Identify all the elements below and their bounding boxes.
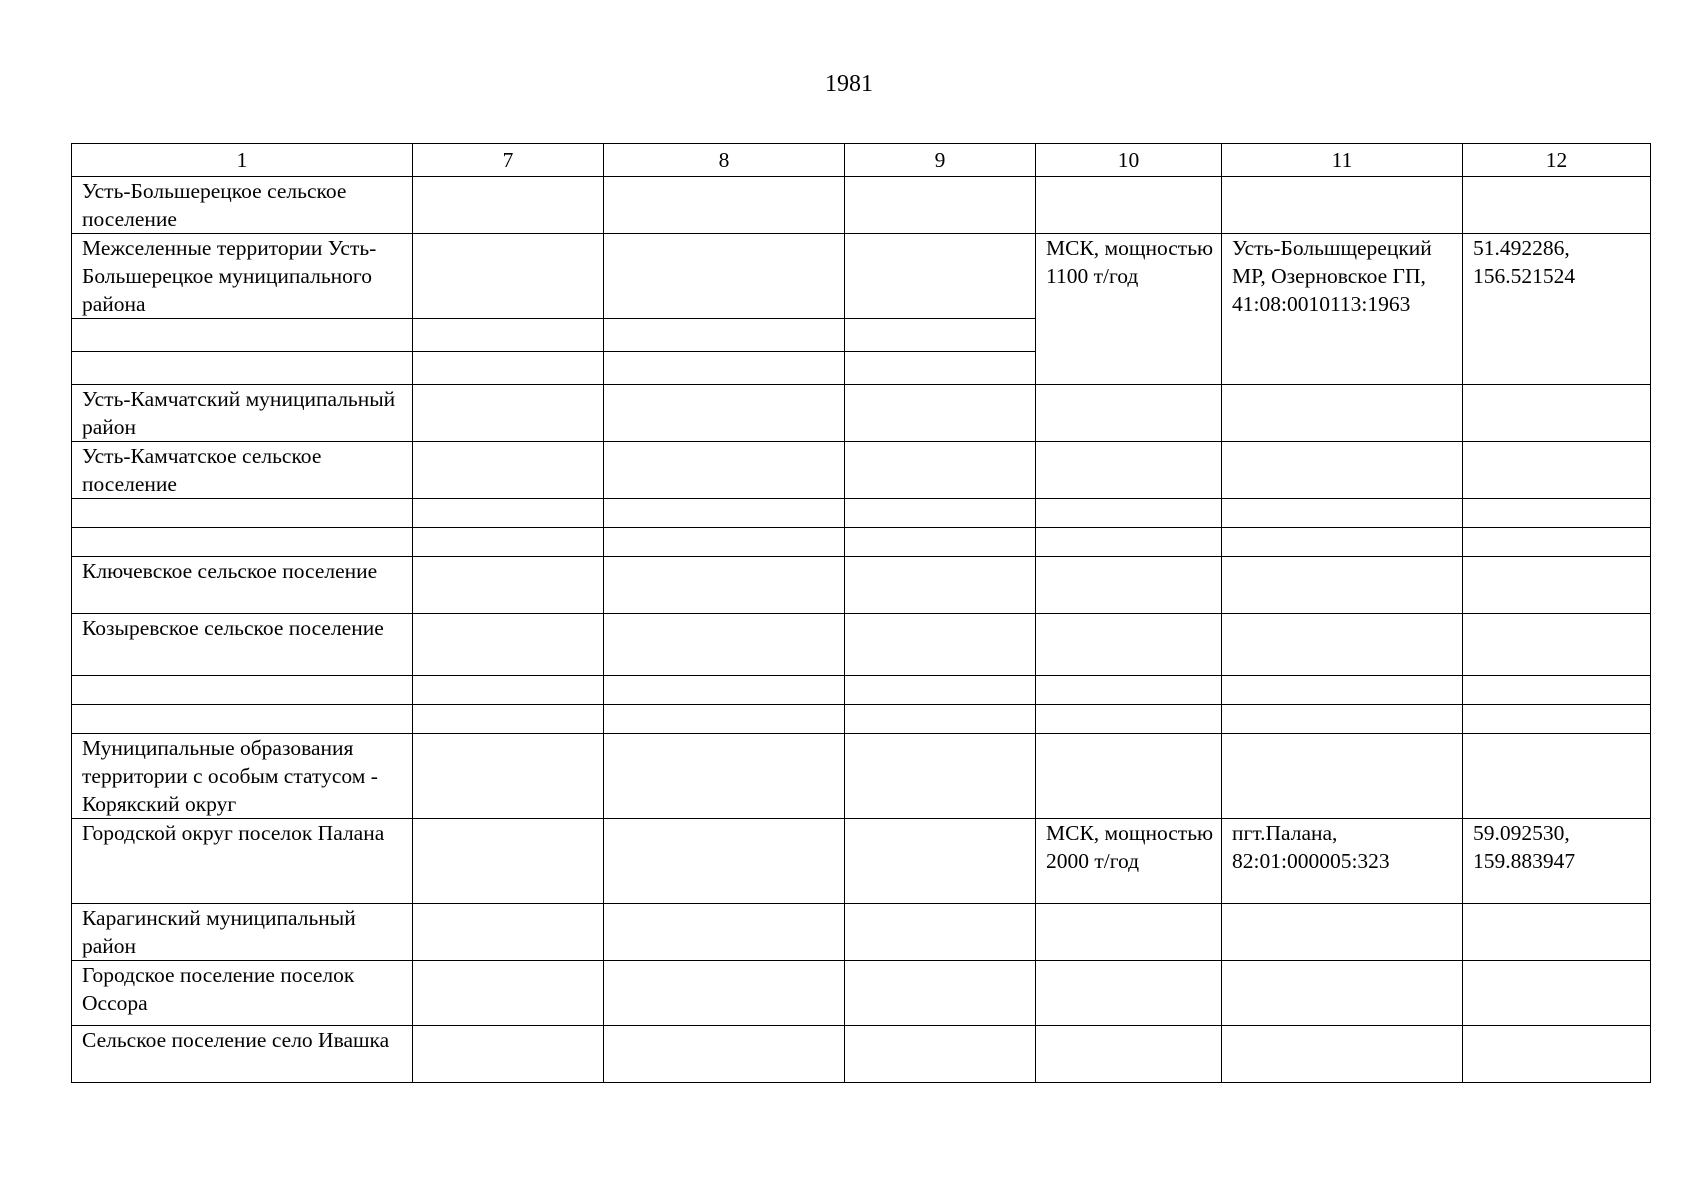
table-row: [72, 499, 1651, 528]
cell-coordinates: 59.092530, 159.883947: [1463, 819, 1651, 904]
table-cell: [1036, 385, 1222, 442]
table-cell: [1222, 904, 1463, 961]
table-row: [72, 528, 1651, 557]
table-cell: [604, 528, 845, 557]
cell-territory: Ключевское сельское поселение: [72, 557, 413, 614]
table-cell: [413, 705, 604, 734]
table-cell: [1463, 734, 1651, 819]
table-cell: [413, 819, 604, 904]
table-cell: [845, 319, 1036, 352]
table-row: [72, 385, 1651, 442]
table-cell: [1463, 676, 1651, 705]
table-cell: [604, 614, 845, 676]
table-cell: [72, 705, 413, 734]
table-cell: [845, 499, 1036, 528]
table-cell: [845, 528, 1036, 557]
cell-territory: Усть-Камчатский муниципальный район: [72, 385, 413, 442]
column-header: 7: [413, 144, 604, 177]
cell-territory: Сельское поселение село Ивашка: [72, 1026, 413, 1083]
table-cell: [845, 1026, 1036, 1083]
table-cell: [845, 177, 1036, 234]
cell-territory: Карагинский муниципальный район: [72, 904, 413, 961]
table-cell: [1036, 528, 1222, 557]
cell-territory: Усть-Камчатское сельское поселение: [72, 442, 413, 499]
table-row: [72, 705, 1651, 734]
table-cell: [845, 385, 1036, 442]
table-cell: [604, 442, 845, 499]
table-cell: [845, 734, 1036, 819]
table-cell: [1463, 499, 1651, 528]
column-header: 11: [1222, 144, 1463, 177]
table-cell: [845, 705, 1036, 734]
table-row: [72, 234, 1651, 319]
table-cell: [604, 234, 845, 319]
table-cell: [845, 442, 1036, 499]
cell-facility: МСК, мощностью 1100 т/год: [1036, 234, 1222, 385]
table-cell: [413, 499, 604, 528]
table-cell: [1463, 557, 1651, 614]
table-cell: [1463, 1026, 1651, 1083]
table-cell: [413, 676, 604, 705]
table-cell: [845, 961, 1036, 1026]
cell-coordinates: 51.492286, 156.521524: [1463, 234, 1651, 385]
cell-territory: Козыревское сельское поселение: [72, 614, 413, 676]
table-cell: [72, 499, 413, 528]
table-cell: [413, 319, 604, 352]
table-cell: [413, 352, 604, 385]
table-cell: [72, 676, 413, 705]
table-cell: [604, 319, 845, 352]
table-row: [72, 819, 1651, 904]
table-row: [72, 177, 1651, 234]
table-cell: [604, 904, 845, 961]
table-cell: [604, 385, 845, 442]
table-cell: [1036, 557, 1222, 614]
table-cell: [1036, 442, 1222, 499]
table-cell: [1463, 442, 1651, 499]
table-cell: [413, 385, 604, 442]
table-cell: [1222, 442, 1463, 499]
table-cell: [604, 705, 845, 734]
table-cell: [413, 614, 604, 676]
table-cell: [1463, 528, 1651, 557]
page-number: 1981: [825, 71, 873, 97]
table-cell: [845, 676, 1036, 705]
table-row: [72, 734, 1651, 819]
cell-location: Усть-Большщерецкий МР, Озерновское ГП, 41:08:0010113:1963: [1222, 234, 1463, 385]
column-header: 10: [1036, 144, 1222, 177]
table-row: [72, 904, 1651, 961]
table-cell: [1036, 177, 1222, 234]
table-cell: [413, 528, 604, 557]
table-cell: [1463, 961, 1651, 1026]
table-cell: [413, 961, 604, 1026]
table-cell: [604, 352, 845, 385]
table-row: [72, 676, 1651, 705]
cell-territory: Городское поселение поселок Оссора: [72, 961, 413, 1026]
table-cell: [845, 819, 1036, 904]
table-cell: [72, 352, 413, 385]
table-cell: [845, 557, 1036, 614]
table-cell: [604, 177, 845, 234]
table-cell: [72, 528, 413, 557]
table-cell: [1036, 676, 1222, 705]
table-cell: [1222, 528, 1463, 557]
table-cell: [604, 499, 845, 528]
table-cell: [1463, 904, 1651, 961]
table-cell: [1222, 557, 1463, 614]
table-cell: [1463, 385, 1651, 442]
table-cell: [1222, 1026, 1463, 1083]
table-cell: [1036, 1026, 1222, 1083]
table-cell: [604, 819, 845, 904]
table-cell: [72, 319, 413, 352]
cell-facility: МСК, мощностью 2000 т/год: [1036, 819, 1222, 904]
table-cell: [604, 676, 845, 705]
table-cell: [413, 557, 604, 614]
table-cell: [1222, 499, 1463, 528]
table-cell: [1222, 385, 1463, 442]
table-cell: [413, 1026, 604, 1083]
cell-territory: Городской округ поселок Палана: [72, 819, 413, 904]
table-cell: [604, 557, 845, 614]
table-cell: [413, 442, 604, 499]
table-cell: [413, 177, 604, 234]
cell-location: пгт.Палана, 82:01:000005:323: [1222, 819, 1463, 904]
table-cell: [604, 734, 845, 819]
header-row: [72, 144, 1651, 177]
table-cell: [1036, 734, 1222, 819]
table-cell: [1222, 961, 1463, 1026]
table-cell: [1463, 177, 1651, 234]
table-cell: [1463, 614, 1651, 676]
cell-territory: Межселенные территории Усть-Большерецкое муниципального района: [72, 234, 413, 319]
cell-territory: Муниципальные образования территории с особым статусом - Корякский округ: [72, 734, 413, 819]
column-header: 8: [604, 144, 845, 177]
table-cell: [604, 961, 845, 1026]
table-row: [72, 557, 1651, 614]
column-header: 1: [72, 144, 413, 177]
column-header: 12: [1463, 144, 1651, 177]
table-cell: [845, 904, 1036, 961]
table-cell: [1222, 614, 1463, 676]
table-cell: [604, 1026, 845, 1083]
table-row: [72, 1026, 1651, 1083]
table-cell: [413, 734, 604, 819]
table-cell: [1463, 705, 1651, 734]
table-cell: [1036, 904, 1222, 961]
column-header: 9: [845, 144, 1036, 177]
table-row: [72, 961, 1651, 1026]
table-cell: [413, 904, 604, 961]
table-cell: [1222, 734, 1463, 819]
table-cell: [1222, 177, 1463, 234]
table-cell: [413, 234, 604, 319]
table-cell: [845, 352, 1036, 385]
data-table: [71, 143, 1651, 1083]
table-cell: [1222, 705, 1463, 734]
table-cell: [1222, 676, 1463, 705]
table-row: [72, 442, 1651, 499]
table-cell: [1036, 614, 1222, 676]
table-cell: [1036, 705, 1222, 734]
table-cell: [845, 234, 1036, 319]
table-cell: [1036, 499, 1222, 528]
table-cell: [1036, 961, 1222, 1026]
table-cell: [845, 614, 1036, 676]
table-row: [72, 614, 1651, 676]
cell-territory: Усть-Большерецкое сельское поселение: [72, 177, 413, 234]
